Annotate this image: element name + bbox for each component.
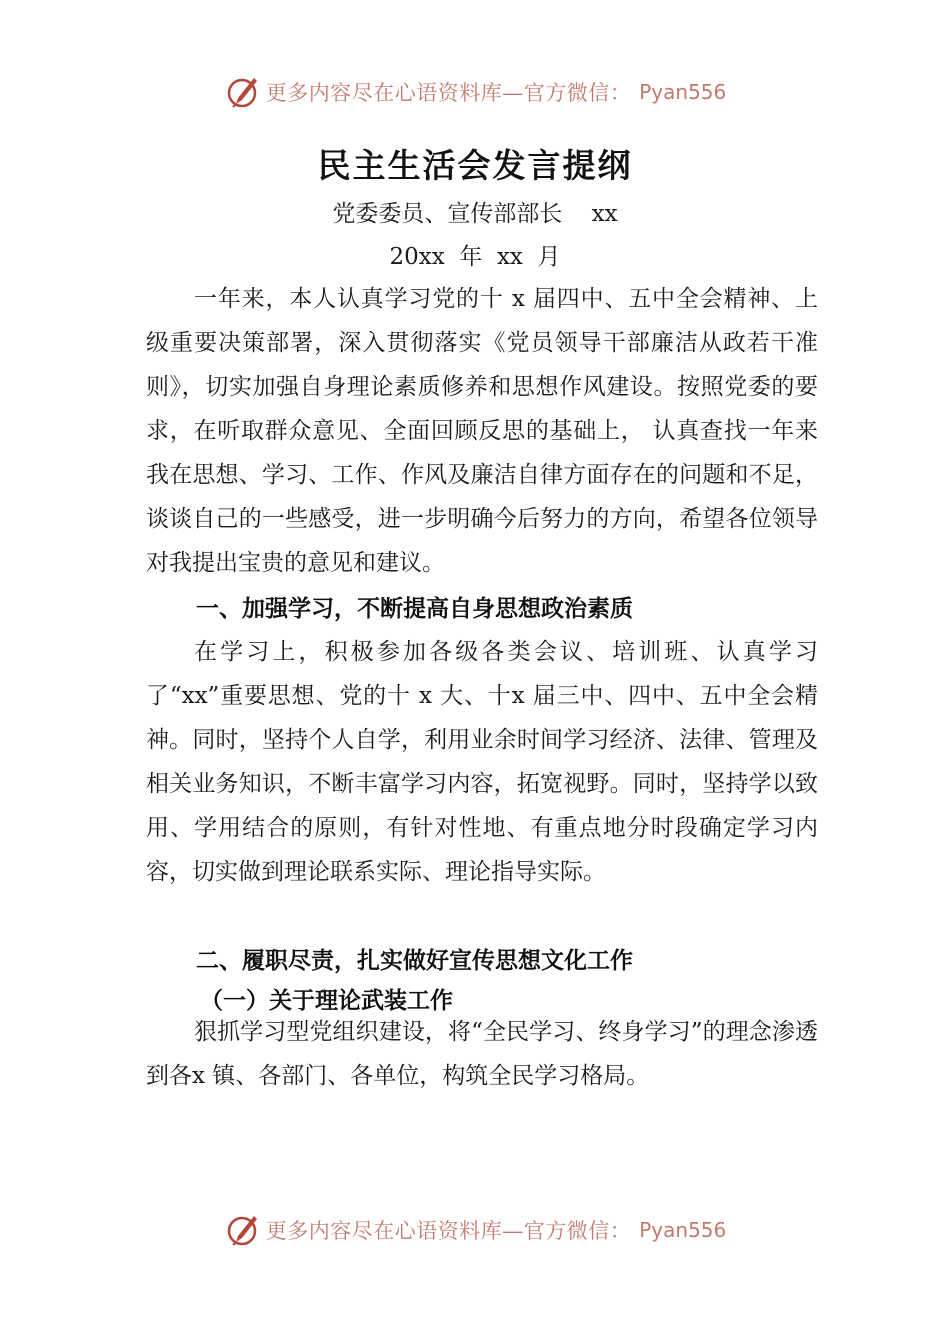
section-2-subheading: （一）关于理论武装工作	[200, 988, 453, 1014]
footer-watermark	[0, 1208, 950, 1252]
section-1-paragraph: 在学习上，积极参加各级各类会议、培训班、认真学习了“xx”重要思想、党的十 x 大、十x 届三中、四中、五中全会精神。同时，坚持个人自学，利用业余时间学习经济、法律、管理及相关业务知识，不断丰富学习内容，拓宽视野。同时，坚持学以致用、学用结合的原则，有针对性地、有重点地分时段确定学习内容，切实做到理论联系实际、理论指导实际。	[146, 639, 818, 885]
document-title: 民主生活会发言提纲	[317, 146, 633, 185]
document-date: 20xx 年 xx 月	[389, 244, 561, 270]
watermark-wechat-id: Pyan556	[639, 80, 727, 104]
watermark-wechat-id: Pyan556	[639, 1218, 727, 1242]
watermark-text: 更多内容尽在心语资料库—官方微信：	[265, 1219, 632, 1243]
document-author: 党委委员、宣传部部长 xx	[332, 201, 618, 227]
section-2-heading: 二、履职尽责，扎实做好宣传思想文化工作	[196, 948, 633, 974]
quill-pen-icon	[224, 74, 260, 110]
intro-paragraph: 一年来，本人认真学习党的十 x 届四中、五中全会精神、上级重要决策部署，深入贯彻落实《党员领导干部廉洁从政若干准则》，切实加强自身理论素质修养和思想作风建设。按照党委的要求，在听取群众意见、全面回顾反思的基础上， 认真查找一年来我在思想、学习、工作、作风及廉洁自律方面存在的问题和不足，谈谈自己的一些感受，进一步明确今后努力的方向，希望各位领导对我提出宝贵的意见和建议。	[146, 286, 818, 576]
header-watermark	[0, 70, 950, 114]
watermark-text: 更多内容尽在心语资料库—官方微信：	[265, 81, 632, 105]
section-1-heading: 一、加强学习，不断提高自身思想政治素质	[196, 596, 633, 622]
quill-pen-icon	[224, 1212, 260, 1248]
section-2-paragraph: 狠抓学习型党组织建设，将“全民学习、终身学习”的理念渗透到各x 镇、各部门、各单位，构筑全民学习格局。	[146, 1019, 818, 1089]
